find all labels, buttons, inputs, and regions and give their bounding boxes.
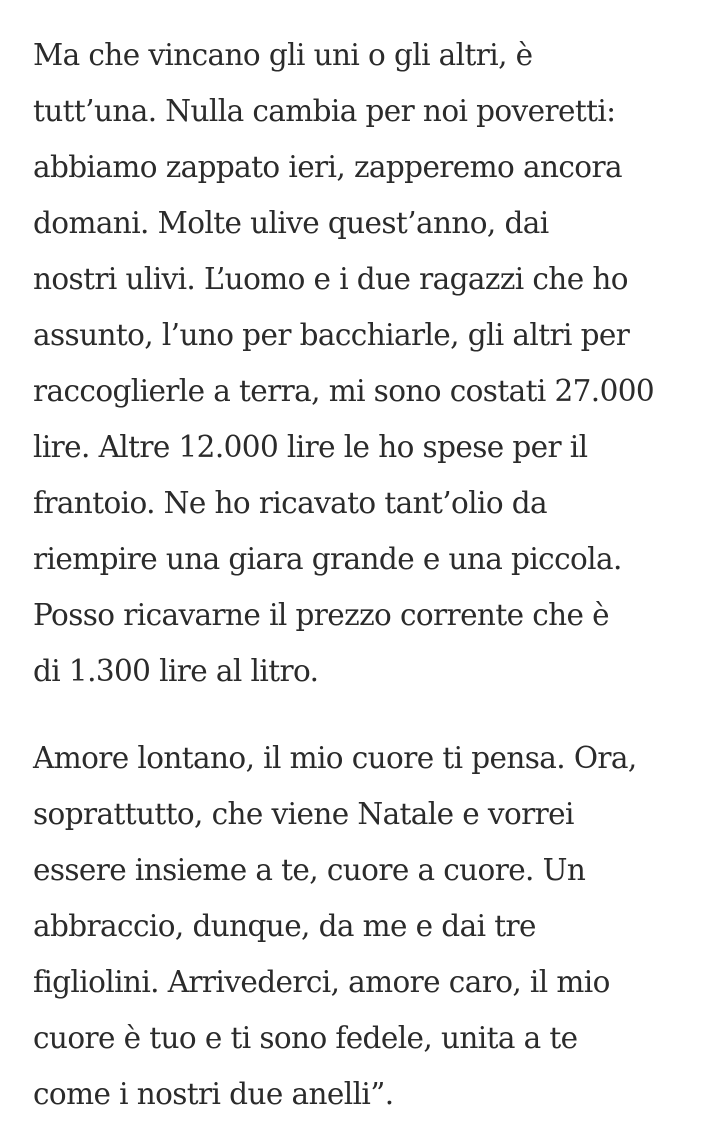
text-line: abbiamo zappato ieri, zapperemo ancora [33, 150, 622, 184]
text-line: domani. Molte ulive quest’anno, dai [33, 206, 549, 240]
text-line: lire. Altre 12.000 lire le ho spese per il [33, 430, 588, 464]
text-line: come i nostri due anelli”. [33, 1077, 394, 1111]
paragraph-love-letter-closing [33, 730, 703, 1122]
text-line: figliolini. Arrivederci, amore caro, il mio [33, 965, 610, 999]
text-line: abbraccio, dunque, da me e dai tre [33, 909, 536, 943]
text-line: soprattutto, che viene Natale e vorrei [33, 797, 574, 831]
text-line: raccoglierle a terra, mi sono costati 27.000 [33, 374, 655, 408]
text-line: assunto, l’uno per bacchiarle, gli altri per [33, 318, 630, 352]
text-line: essere insieme a te, cuore a cuore. Un [33, 853, 586, 887]
text-line: Ma che vincano gli uni o gli altri, è [33, 38, 533, 72]
text-line: frantoio. Ne ho ricavato tant’olio da [33, 486, 548, 520]
text-line: tutt’una. Nulla cambia per noi poveretti: [33, 94, 616, 128]
text-line: Amore lontano, il mio cuore ti pensa. Ora, [33, 741, 637, 775]
paragraph-olive-harvest [33, 27, 703, 699]
article-body [33, 27, 703, 1122]
text-line: Posso ricavarne il prezzo corrente che è [33, 598, 610, 632]
text-line: cuore è tuo e ti sono fedele, unita a te [33, 1021, 578, 1055]
text-line: nostri ulivi. L’uomo e i due ragazzi che ho [33, 262, 628, 296]
text-line: riempire una giara grande e una piccola. [33, 542, 622, 576]
text-line: di 1.300 lire al litro. [33, 654, 319, 688]
